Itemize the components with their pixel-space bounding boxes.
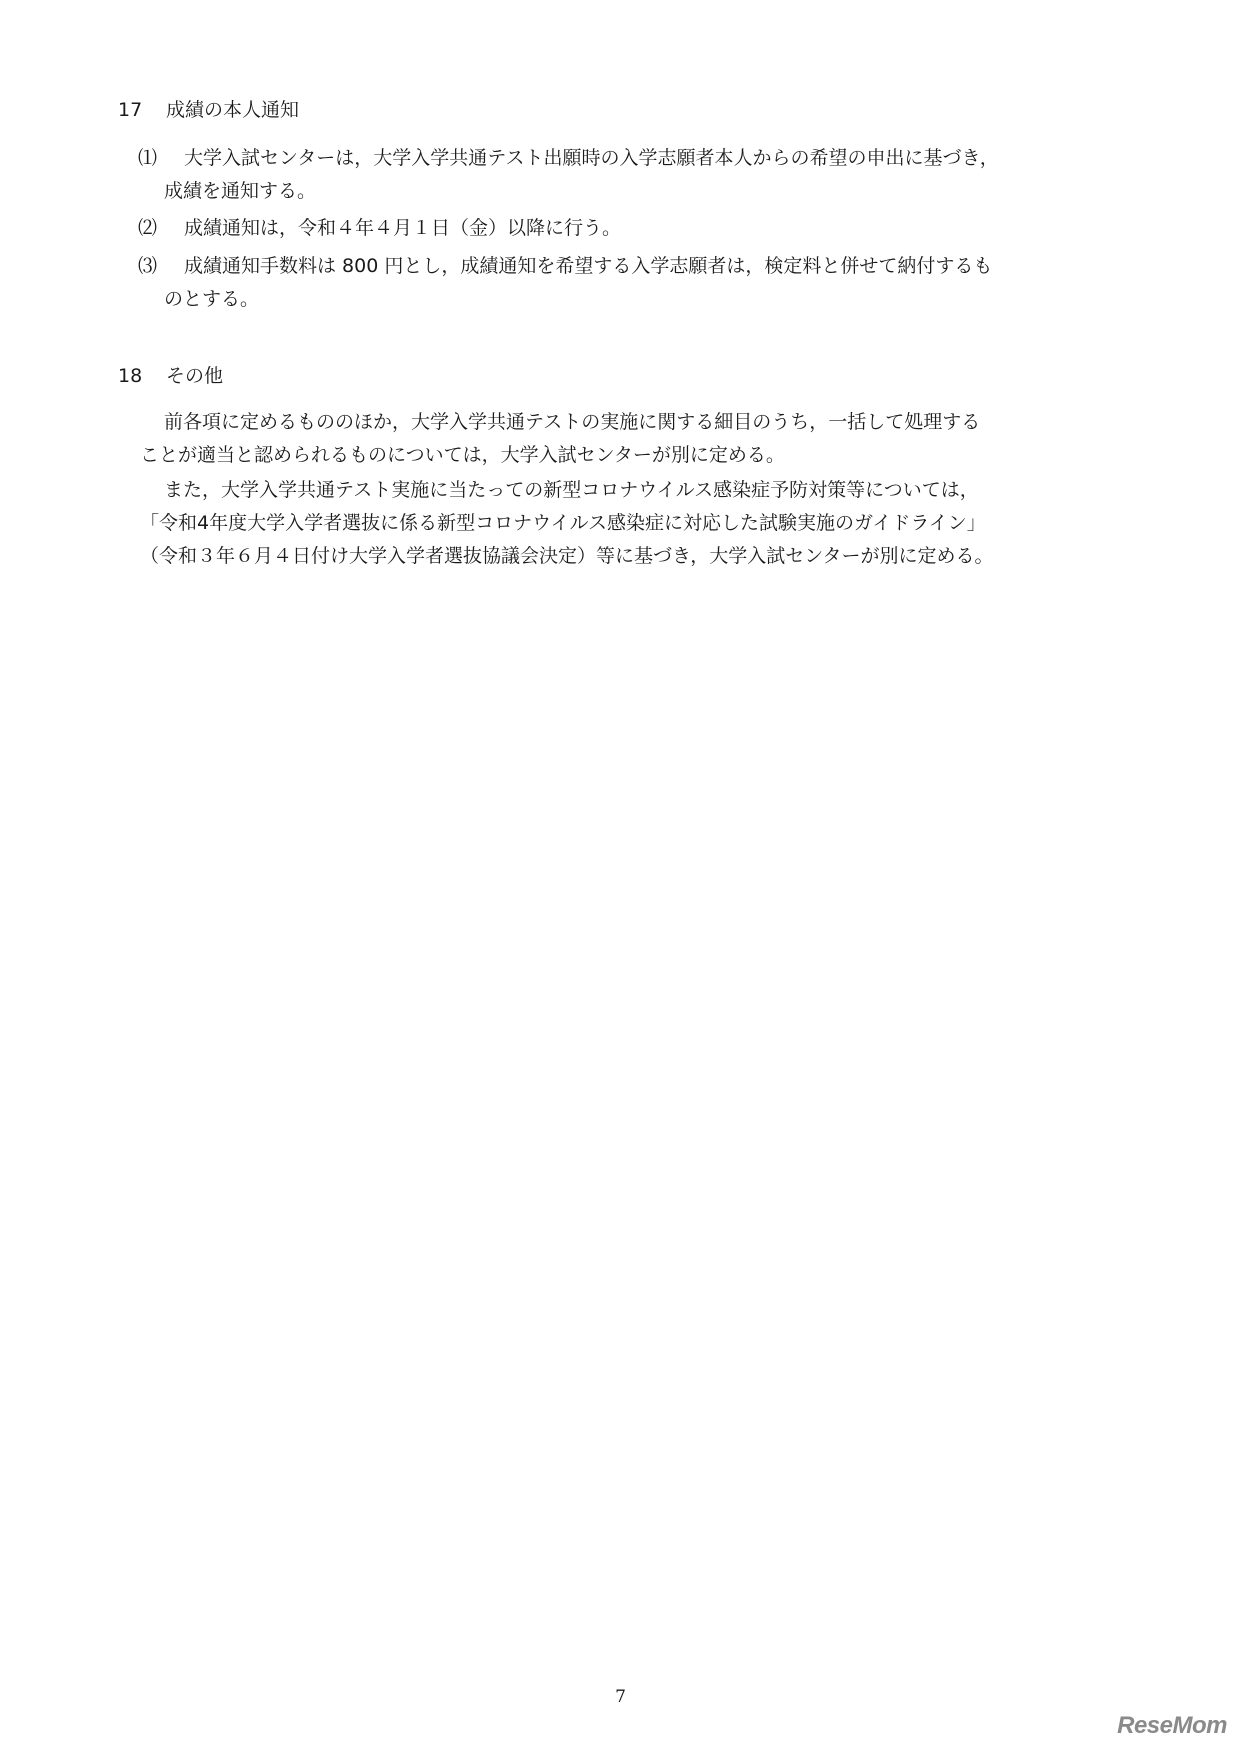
section-title: 成績の本人通知 xyxy=(166,99,300,121)
item-text-line: 成績通知は，令和４年４月１日（金）以降に行う。 xyxy=(184,217,622,239)
section-18-heading xyxy=(118,364,223,388)
page-number: 7 xyxy=(615,1687,626,1707)
paragraph-line: また，大学入学共通テスト実施に当たっての新型コロナウイルス感染症予防対策等については， xyxy=(164,479,979,501)
list-item xyxy=(138,250,1098,316)
paragraph xyxy=(140,406,1100,472)
section-number: 18 xyxy=(118,365,143,387)
item-text-line: のとする。 xyxy=(164,288,260,310)
section-number: 17 xyxy=(118,99,143,121)
section-title: その他 xyxy=(166,365,224,387)
paragraph-line: 「令和4年度大学入学者選抜に係る新型コロナウイルス感染症に対応した試験実施のガイドライン」 xyxy=(140,512,986,534)
watermark-logo: ReseMom xyxy=(1117,1712,1227,1739)
item-text-line: 成績通知手数料は 800 円とし，成績通知を希望する入学志願者は，検定料と併せて納付するも xyxy=(184,255,993,277)
item-text-line: 大学入試センターは，大学入学共通テスト出願時の入学志願者本人からの希望の申出に基づき， xyxy=(184,147,999,169)
paragraph xyxy=(140,474,1100,573)
item-marker: ⑶ xyxy=(138,255,158,277)
item-marker: ⑴ xyxy=(138,147,158,169)
list-item xyxy=(138,142,1098,208)
section-17-heading xyxy=(118,98,299,122)
item-text-line: 成績を通知する。 xyxy=(164,180,317,202)
paragraph-line: 前各項に定めるもののほか，大学入学共通テストの実施に関する細目のうち，一括して処理する xyxy=(164,411,981,433)
item-marker: ⑵ xyxy=(138,217,158,239)
paragraph-line: ことが適当と認められるものについては，大学入試センターが別に定める。 xyxy=(140,444,785,466)
paragraph-line: （令和３年６月４日付け大学入学者選抜協議会決定）等に基づき，大学入試センターが別に定める。 xyxy=(140,545,994,567)
list-item xyxy=(138,212,1098,245)
